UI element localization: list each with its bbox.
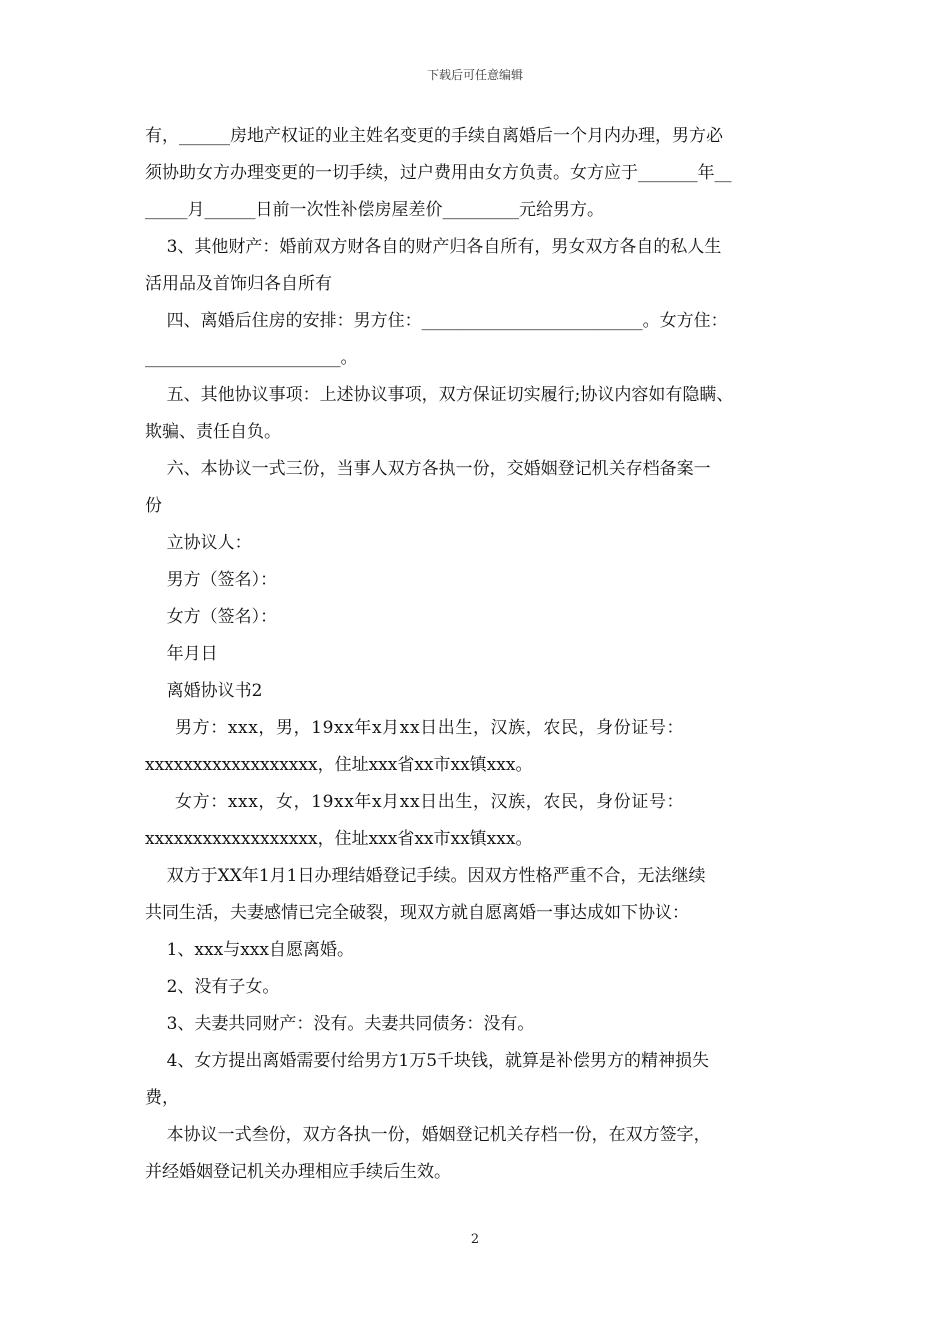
text-line-23: 1、xxx与xxx自愿离婚。 (145, 940, 354, 960)
text-line-2: 须协助女方办理变更的一切手续，过户费用由女方负责。女方应于_______年__ (145, 163, 732, 183)
text-line-18: xxxxxxxxxxxxxxxxxx，住址xxx省xx市xx镇xxx。 (145, 755, 533, 775)
text-line-20: xxxxxxxxxxxxxxxxxx，住址xxx省xx市xx镇xxx。 (145, 829, 533, 849)
text-line-27: 费， (145, 1088, 179, 1108)
page-number: 2 (470, 1232, 480, 1247)
text-line-22: 共同生活，夫妻感情已完全破裂，现双方就自愿离婚一事达成如下协议： (145, 903, 689, 923)
document-body (145, 118, 807, 1191)
text-line-26: 4、女方提出离婚需要付给男方1万5千块钱，就算是补偿男方的精神损失 (145, 1051, 710, 1071)
text-line-14: 女方（签名）： (145, 607, 278, 627)
text-line-12: 立协议人： (145, 533, 252, 553)
text-line-9: 欺骗、责任自负。 (145, 422, 281, 442)
text-line-4: 3、其他财产：婚前双方财各自的财产归各自所有，男女双方各自的私人生 (145, 237, 722, 257)
text-line-11: 份 (145, 496, 162, 516)
text-line-29: 并经婚姻登记机关办理相应手续后生效。 (145, 1162, 451, 1182)
text-line-6: 四、离婚后住房的安排：男方住：__________________________。女方住： (145, 311, 728, 331)
text-line-1: 有，______房地产权证的业主姓名变更的手续自离婚后一个月内办理，男方必 (145, 126, 723, 146)
text-line-8: 五、其他协议事项：上述协议事项，双方保证切实履行;协议内容如有隐瞒、 (145, 385, 734, 405)
text-line-13: 男方（签名）： (145, 570, 278, 590)
text-line-5: 活用品及首饰归各自所有 (145, 274, 332, 294)
text-line-25: 3、夫妻共同财产：没有。夫妻共同债务：没有。 (145, 1014, 535, 1034)
page-header: 下载后可任意编辑 (426, 68, 523, 82)
text-line-3: _____月______日前一次性补偿房屋差价_________元给男方。 (145, 200, 604, 220)
text-line-21: 双方于XX年1月1日办理结婚登记手续。因双方性格严重不合，无法继续 (145, 866, 706, 886)
text-line-28: 本协议一式叁份，双方各执一份，婚姻登记机关存档一份，在双方签字， (145, 1125, 711, 1145)
text-line-10: 六、本协议一式三份，当事人双方各执一份，交婚姻登记机关存档备案一 (145, 459, 711, 479)
text-line-17: 男方：xxx，男，19xx年x月xx日出生，汉族，农民，身份证号： (145, 718, 685, 738)
text-line-24: 2、没有子女。 (145, 977, 280, 997)
text-line-7: _______________________。 (145, 348, 358, 368)
text-line-15: 年月日 (145, 644, 218, 664)
section-title: 离婚协议书2 (145, 681, 263, 701)
text-line-19: 女方：xxx，女，19xx年x月xx日出生，汉族，农民，身份证号： (145, 792, 685, 812)
